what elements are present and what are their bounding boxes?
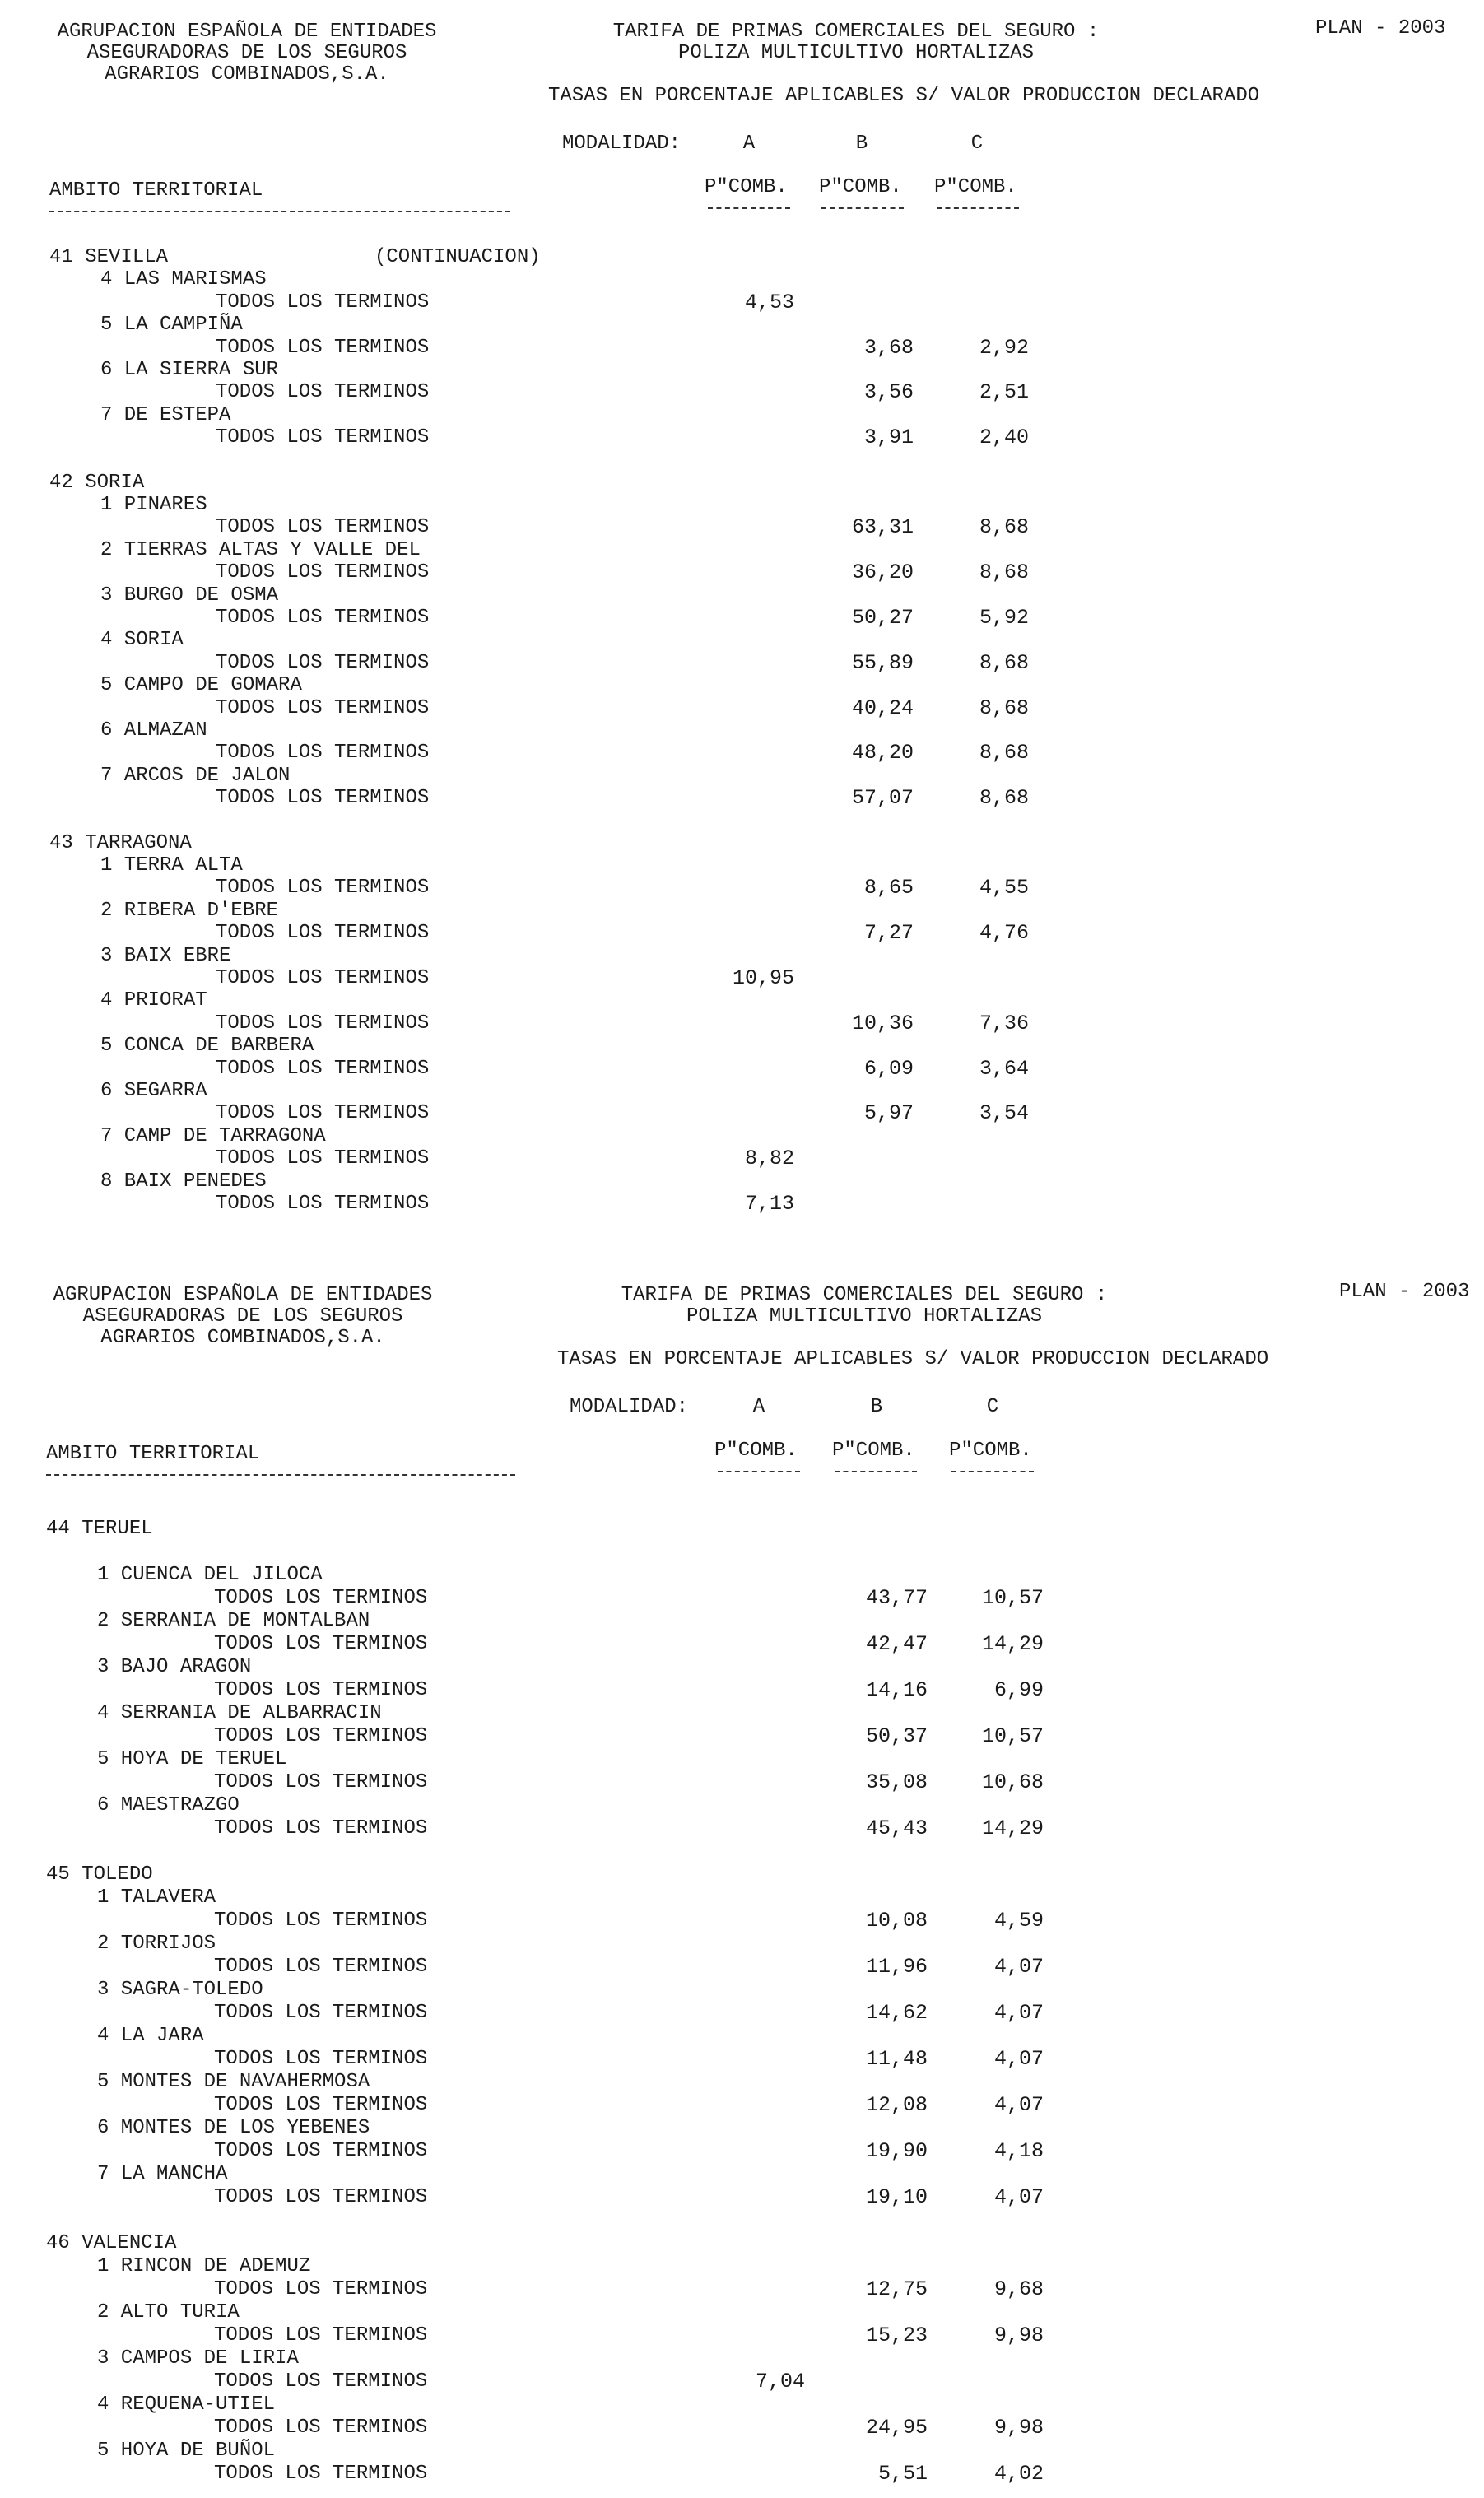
term-label: TODOS LOS TERMINOS	[214, 2278, 428, 2300]
term-label: TODOS LOS TERMINOS	[214, 1587, 428, 1609]
title-line-2: POLIZA MULTICULTIVO HORTALIZAS	[686, 1305, 1043, 1328]
rate-c: 8,68	[979, 515, 1029, 540]
comarca-name: 1 TALAVERA	[97, 1886, 216, 1909]
comarca-name: 3 CAMPOS DE LIRIA	[97, 2347, 299, 2370]
province-name: 42 SORIA	[49, 471, 145, 494]
comarca-name: 3 BAJO ARAGON	[97, 1656, 252, 1678]
rate-b: 3,91	[863, 426, 914, 450]
term-label: TODOS LOS TERMINOS	[216, 967, 430, 989]
comarca-name: 5 MONTES DE NAVAHERMOSA	[97, 2071, 370, 2093]
rate-c: 9,98	[993, 2324, 1044, 2347]
rate-b: 14,62	[865, 2001, 928, 2025]
org-line-2: ASEGURADORAS DE LOS SEGUROS	[82, 1305, 403, 1328]
ambito-underline	[46, 1474, 515, 1476]
rate-b: 12,08	[865, 2093, 928, 2117]
comarca-name: 1 CUENCA DEL JILOCA	[97, 1564, 323, 1586]
rate-b: 11,48	[865, 2047, 928, 2071]
rate-c: 8,68	[979, 786, 1029, 811]
term-label: TODOS LOS TERMINOS	[214, 1633, 428, 1655]
tariff-page-1	[0, 0, 1484, 1235]
rate-a: 8,82	[744, 1147, 794, 1171]
title-line-1: TARIFA DE PRIMAS COMERCIALES DEL SEGURO :	[612, 21, 1100, 43]
ambito-header: AMBITO TERRITORIAL	[46, 1443, 260, 1465]
rate-c: 8,68	[979, 741, 1029, 765]
rate-b: 7,27	[863, 921, 914, 946]
rate-c: 4,07	[993, 2185, 1044, 2209]
rate-b: 12,75	[865, 2277, 928, 2301]
rate-c: 4,07	[993, 2093, 1044, 2117]
rate-b: 6,09	[863, 1056, 914, 1081]
col-a-header: P"COMB.	[705, 176, 788, 198]
org-line-1: AGRUPACION ESPAÑOLA DE ENTIDADES	[57, 21, 437, 43]
modalidad-c: C	[986, 1396, 999, 1418]
term-label: TODOS LOS TERMINOS	[214, 2324, 428, 2347]
col-b-header: P"COMB.	[832, 1440, 915, 1462]
rate-b: 3,56	[863, 380, 914, 405]
rate-b: 19,10	[865, 2185, 928, 2209]
rate-b: 10,36	[851, 1011, 914, 1035]
comarca-name: 7 CAMP DE TARRAGONA	[100, 1124, 326, 1147]
title-line-2: POLIZA MULTICULTIVO HORTALIZAS	[677, 42, 1035, 64]
rate-b: 45,43	[865, 1817, 928, 1840]
comarca-name: 2 RIBERA D'EBRE	[100, 899, 279, 922]
comarca-name: 5 LA CAMPIÑA	[100, 314, 243, 337]
rate-a: 4,53	[744, 290, 794, 314]
rate-b: 24,95	[865, 2416, 928, 2440]
comarca-name: 6 MAESTRAZGO	[97, 1794, 240, 1817]
col-a-header: P"COMB.	[714, 1440, 798, 1462]
term-label: TODOS LOS TERMINOS	[214, 2140, 428, 2162]
modalidad-label: MODALIDAD:	[562, 133, 682, 155]
col-b-underline	[821, 207, 904, 209]
term-label: TODOS LOS TERMINOS	[214, 2370, 428, 2393]
term-label: TODOS LOS TERMINOS	[216, 426, 430, 449]
term-label: TODOS LOS TERMINOS	[216, 1147, 430, 1170]
term-label: TODOS LOS TERMINOS	[216, 516, 430, 539]
col-c-header: P"COMB.	[949, 1440, 1032, 1462]
rate-c: 10,57	[981, 1724, 1044, 1748]
rate-b: 19,90	[865, 2139, 928, 2163]
comarca-name: 1 RINCON DE ADEMUZ	[97, 2255, 311, 2277]
term-label: TODOS LOS TERMINOS	[216, 561, 430, 584]
rate-a: 7,04	[755, 2370, 805, 2393]
term-label: TODOS LOS TERMINOS	[214, 1817, 428, 1840]
province-name: 43 TARRAGONA	[49, 831, 192, 854]
term-label: TODOS LOS TERMINOS	[216, 696, 430, 719]
rate-c: 4,07	[993, 2001, 1044, 2025]
rate-b: 50,27	[851, 606, 914, 630]
province-name: 46 VALENCIA	[46, 2232, 177, 2254]
col-a-underline	[708, 207, 790, 209]
rate-c: 6,99	[993, 1678, 1044, 1702]
term-label: TODOS LOS TERMINOS	[214, 2186, 428, 2208]
rate-c: 2,51	[979, 380, 1029, 405]
col-c-underline	[951, 1471, 1034, 1472]
plan-label: PLAN - 2003	[1315, 17, 1446, 40]
subtitle: TASAS EN PORCENTAJE APLICABLES S/ VALOR PRODUCCION DECLARADO	[548, 85, 1260, 107]
modalidad-label: MODALIDAD:	[570, 1396, 689, 1418]
term-label: TODOS LOS TERMINOS	[216, 922, 430, 945]
col-c-underline	[937, 207, 1019, 209]
rate-b: 10,08	[865, 1909, 928, 1933]
rate-b: 48,20	[851, 741, 914, 765]
province-note: (CONTINUACION)	[374, 246, 541, 268]
rate-c: 8,68	[979, 695, 1029, 720]
comarca-name: 3 SAGRA-TOLEDO	[97, 1979, 263, 2001]
col-a-underline	[718, 1471, 800, 1472]
comarca-name: 4 SORIA	[100, 629, 184, 652]
rate-c: 4,07	[993, 1955, 1044, 1979]
rate-c: 3,54	[979, 1101, 1029, 1126]
rate-b: 8,65	[863, 876, 914, 900]
term-label: TODOS LOS TERMINOS	[214, 1725, 428, 1747]
org-line-1: AGRUPACION ESPAÑOLA DE ENTIDADES	[53, 1284, 433, 1306]
rate-b: 3,68	[863, 335, 914, 360]
comarca-name: 6 LA SIERRA SUR	[100, 359, 279, 381]
rate-c: 14,29	[981, 1817, 1044, 1840]
rate-c: 3,64	[979, 1056, 1029, 1081]
rate-c: 10,68	[981, 1770, 1044, 1794]
rate-c: 2,40	[979, 426, 1029, 450]
rate-b: 42,47	[865, 1632, 928, 1656]
comarca-name: 7 ARCOS DE JALON	[100, 764, 291, 787]
comarca-name: 4 LAS MARISMAS	[100, 268, 267, 291]
comarca-name: 8 BAIX PENEDES	[100, 1170, 267, 1193]
col-b-underline	[835, 1471, 917, 1472]
rate-b: 57,07	[851, 786, 914, 811]
comarca-name: 7 DE ESTEPA	[100, 403, 231, 426]
org-line-3: AGRARIOS COMBINADOS,S.A.	[105, 63, 389, 86]
rate-c: 4,55	[979, 876, 1029, 900]
rate-c: 7,36	[979, 1011, 1029, 1035]
comarca-name: 6 SEGARRA	[100, 1080, 207, 1102]
comarca-name: 2 ALTO TURIA	[97, 2301, 240, 2324]
term-label: TODOS LOS TERMINOS	[216, 877, 430, 900]
comarca-name: 3 BAIX EBRE	[100, 944, 231, 967]
rate-c: 4,02	[993, 2462, 1044, 2486]
comarca-name: 6 ALMAZAN	[100, 719, 207, 742]
rate-b: 5,51	[877, 2462, 928, 2486]
title-line-1: TARIFA DE PRIMAS COMERCIALES DEL SEGURO :	[621, 1284, 1108, 1306]
rate-a: 10,95	[732, 966, 794, 990]
term-label: TODOS LOS TERMINOS	[214, 1771, 428, 1793]
province-name: 41 SEVILLA	[49, 246, 169, 268]
rate-c: 9,68	[993, 2277, 1044, 2301]
term-label: TODOS LOS TERMINOS	[214, 2048, 428, 2070]
term-label: TODOS LOS TERMINOS	[216, 742, 430, 765]
org-line-3: AGRARIOS COMBINADOS,S.A.	[100, 1327, 385, 1349]
rate-b: 43,77	[865, 1586, 928, 1610]
rate-c: 8,68	[979, 650, 1029, 675]
tariff-page-2	[0, 1263, 1484, 2498]
term-label: TODOS LOS TERMINOS	[216, 1057, 430, 1080]
modalidad-b: B	[870, 1396, 883, 1418]
modalidad-c: C	[970, 133, 984, 155]
rate-b: 5,97	[863, 1101, 914, 1126]
plan-label: PLAN - 2003	[1339, 1281, 1470, 1303]
comarca-name: 2 SERRANIA DE MONTALBAN	[97, 1610, 370, 1632]
rate-c: 2,92	[979, 335, 1029, 360]
term-label: TODOS LOS TERMINOS	[214, 2094, 428, 2116]
org-line-2: ASEGURADORAS DE LOS SEGUROS	[86, 42, 407, 64]
rate-c: 4,76	[979, 921, 1029, 946]
modalidad-a: A	[752, 1396, 765, 1418]
rate-b: 40,24	[851, 695, 914, 720]
term-label: TODOS LOS TERMINOS	[216, 607, 430, 629]
term-label: TODOS LOS TERMINOS	[214, 2463, 428, 2485]
province-name: 45 TOLEDO	[46, 1863, 153, 1886]
comarca-name: 5 HOYA DE TERUEL	[97, 1748, 287, 1770]
rate-b: 55,89	[851, 650, 914, 675]
term-label: TODOS LOS TERMINOS	[214, 1956, 428, 1978]
comarca-name: 4 PRIORAT	[100, 989, 207, 1012]
rate-c: 4,18	[993, 2139, 1044, 2163]
rate-c: 9,98	[993, 2416, 1044, 2440]
ambito-underline	[49, 211, 510, 212]
col-b-header: P"COMB.	[819, 176, 902, 198]
term-label: TODOS LOS TERMINOS	[216, 1012, 430, 1035]
rate-c: 4,07	[993, 2047, 1044, 2071]
term-label: TODOS LOS TERMINOS	[216, 1102, 430, 1125]
term-label: TODOS LOS TERMINOS	[216, 291, 430, 314]
comarca-name: 5 HOYA DE BUÑOL	[97, 2440, 276, 2462]
term-label: TODOS LOS TERMINOS	[216, 1193, 430, 1215]
comarca-name: 1 PINARES	[100, 494, 207, 516]
term-label: TODOS LOS TERMINOS	[216, 651, 430, 674]
col-c-header: P"COMB.	[934, 176, 1017, 198]
rate-c: 5,92	[979, 606, 1029, 630]
province-name: 44 TERUEL	[46, 1518, 153, 1540]
rate-b: 36,20	[851, 561, 914, 585]
comarca-name: 3 BURGO DE OSMA	[100, 584, 279, 607]
comarca-name: 6 MONTES DE LOS YEBENES	[97, 2117, 370, 2139]
rate-b: 63,31	[851, 515, 914, 540]
subtitle: TASAS EN PORCENTAJE APLICABLES S/ VALOR PRODUCCION DECLARADO	[557, 1348, 1269, 1370]
comarca-name: 2 TORRIJOS	[97, 1933, 216, 1955]
rate-c: 4,59	[993, 1909, 1044, 1933]
comarca-name: 4 SERRANIA DE ALBARRACIN	[97, 1702, 382, 1724]
rate-b: 35,08	[865, 1770, 928, 1794]
comarca-name: 4 LA JARA	[97, 2025, 204, 2047]
term-label: TODOS LOS TERMINOS	[214, 2002, 428, 2024]
term-label: TODOS LOS TERMINOS	[214, 2417, 428, 2439]
comarca-name: 4 REQUENA-UTIEL	[97, 2393, 276, 2416]
rate-b: 50,37	[865, 1724, 928, 1748]
modalidad-b: B	[855, 133, 868, 155]
modalidad-a: A	[742, 133, 756, 155]
term-label: TODOS LOS TERMINOS	[216, 381, 430, 404]
term-label: TODOS LOS TERMINOS	[216, 336, 430, 359]
rate-b: 11,96	[865, 1955, 928, 1979]
comarca-name: 2 TIERRAS ALTAS Y VALLE DEL	[100, 538, 421, 561]
rate-c: 10,57	[981, 1586, 1044, 1610]
comarca-name: 5 CONCA DE BARBERA	[100, 1035, 314, 1058]
comarca-name: 5 CAMPO DE GOMARA	[100, 674, 302, 697]
rate-b: 14,16	[865, 1678, 928, 1702]
term-label: TODOS LOS TERMINOS	[216, 787, 430, 810]
ambito-header: AMBITO TERRITORIAL	[49, 179, 263, 202]
rate-c: 8,68	[979, 561, 1029, 585]
comarca-name: 1 TERRA ALTA	[100, 854, 243, 877]
term-label: TODOS LOS TERMINOS	[214, 1910, 428, 1932]
rate-b: 15,23	[865, 2324, 928, 2347]
comarca-name: 7 LA MANCHA	[97, 2163, 228, 2185]
term-label: TODOS LOS TERMINOS	[214, 1679, 428, 1701]
rate-c: 14,29	[981, 1632, 1044, 1656]
rate-a: 7,13	[744, 1192, 794, 1216]
